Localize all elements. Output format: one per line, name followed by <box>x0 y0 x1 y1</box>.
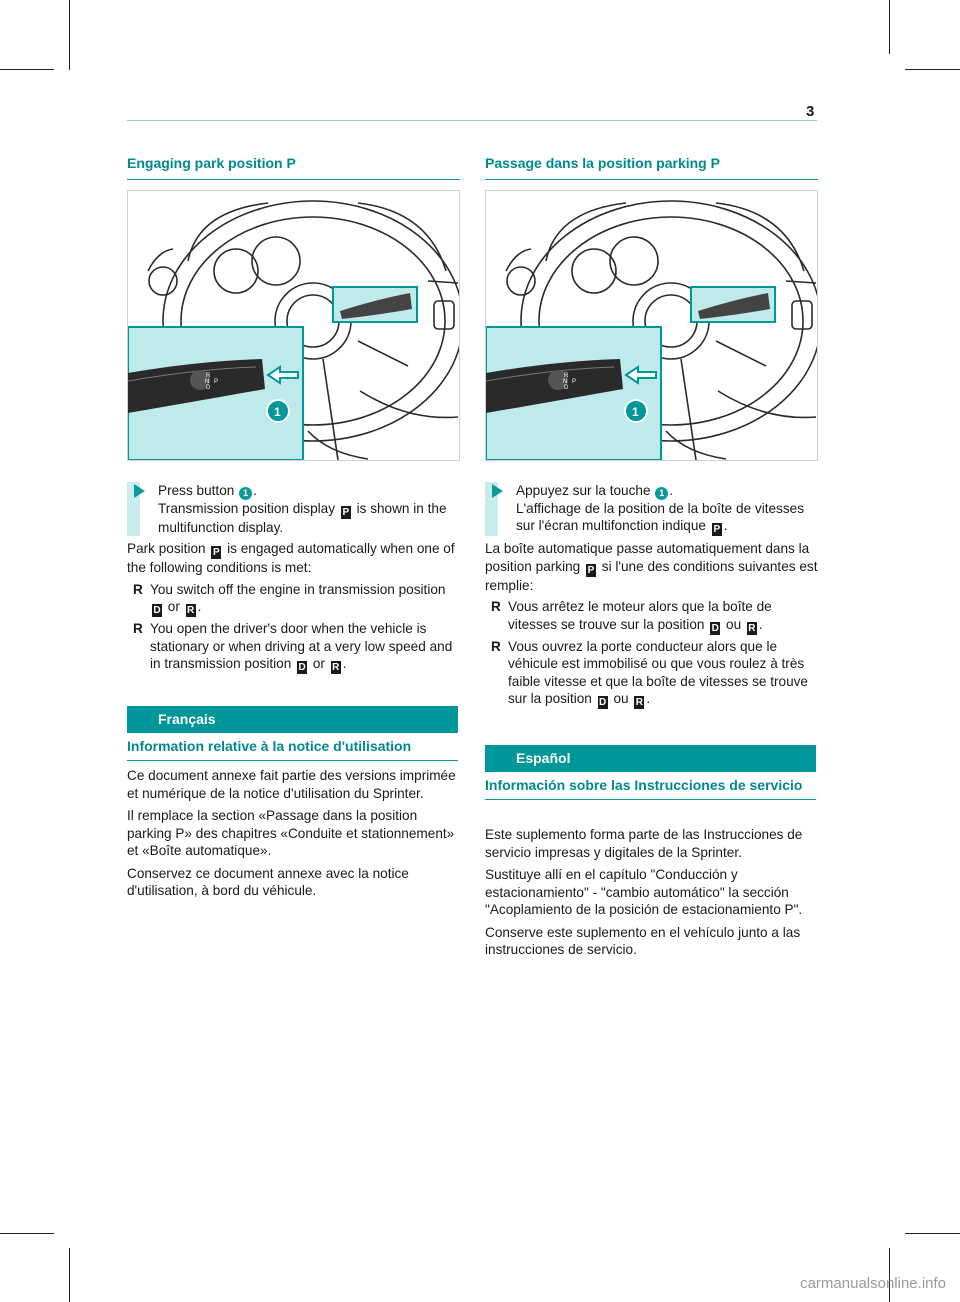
step-text: L'affichage de la position de la boîte de vitesses sur l'écran multifonction indique <box>516 500 805 533</box>
item-text: or <box>312 656 325 671</box>
espanol-body <box>485 826 816 964</box>
key-p-icon: P <box>713 524 721 535</box>
section-heading: Information relative à la notice d'utilisation <box>127 737 458 761</box>
item-text: You open the driver's door when the vehicle is stationary or when driving at a very low speed and in transmission position <box>150 621 453 671</box>
para-text: Park position <box>127 541 206 556</box>
paragraph: Conserve este suplemento en el vehículo junto a las instrucciones de servicio. <box>485 924 801 957</box>
callout-1: 1 <box>632 404 639 419</box>
paragraph: Conservez ce document annexe avec la notice d'utilisation, à bord du véhicule. <box>127 865 409 898</box>
crop-mark <box>905 1233 960 1234</box>
paragraph: Il remplace la section «Passage dans la position parking P» des chapitres «Conduite et stationnement» et «Boîte automatique». <box>127 808 455 858</box>
list-item: R You open the driver's door when the vehicle is stationary or when driving at a very low speed and in transmission position D or R . <box>133 621 453 673</box>
lever-label-d: D <box>564 384 569 391</box>
steering-wheel-illustration <box>128 191 459 460</box>
list-item: R Vous arrêtez le moteur alors que la boîte de vitesses se trouve sur la position D ou R . <box>491 599 772 634</box>
crop-mark <box>889 0 890 54</box>
step-text: Appuyez sur la touche <box>516 482 651 498</box>
instruction-step: Appuyez sur la touche 1 . L'affichage de la position de la boîte de vitesses sur l'écran multifonction indique P . <box>485 482 818 537</box>
item-text: Vous ouvrez la porte conducteur alors que le véhicule est immobilisé ou que vous roulez à très faible vitesse et que la boîte de vitesses se trouve sur la position <box>508 638 808 706</box>
key-p-icon: P <box>587 564 595 576</box>
lever-label-n: N <box>563 378 568 385</box>
step-arrow-icon <box>134 484 145 498</box>
instruction-step: Press button 1 . Transmission position display P is shown in the multifunction display. <box>127 482 460 537</box>
francais-body <box>127 767 458 905</box>
steering-wheel-illustration <box>486 191 817 460</box>
para-text: si l'une des conditions suivantes est remplie: <box>485 558 818 593</box>
watermark: carmanualsonline.info <box>800 1275 946 1292</box>
crop-mark <box>905 69 960 70</box>
item-text: You switch off the engine in transmission position <box>150 581 446 597</box>
button-callout: 1 <box>655 487 668 500</box>
section-heading: Información sobre las Instrucciones de servicio <box>485 776 816 800</box>
section-heading: Engaging park position P <box>127 155 460 180</box>
language-bar-francais: Français <box>127 706 458 733</box>
item-text: Vous arrêtez le moteur alors que la boîte de vitesses se trouve sur la position <box>508 599 772 632</box>
key-p-icon: P <box>342 506 350 518</box>
language-bar-espanol: Español <box>485 745 816 772</box>
key-p-icon: P <box>213 547 220 558</box>
item-text: ou <box>726 616 742 632</box>
lever-label-n: N <box>205 378 210 385</box>
lever-label-p: P <box>572 378 577 385</box>
lever-label-p: P <box>214 378 219 385</box>
page-number: 3 <box>806 103 815 120</box>
section-heading: Passage dans la position parking P <box>485 155 818 180</box>
list-item: R You switch off the engine in transmission position D or R . <box>133 581 446 616</box>
key-r-icon: R <box>748 622 756 634</box>
key-r-icon: R <box>635 697 643 708</box>
item-text: ou <box>613 691 629 706</box>
key-d-icon: D <box>153 605 161 616</box>
left-column <box>127 155 460 677</box>
condition-list <box>127 581 460 675</box>
lever-label-r: R <box>206 372 211 379</box>
steering-lever-figure <box>485 190 818 461</box>
right-column <box>485 155 818 712</box>
steering-lever-figure <box>127 190 460 461</box>
paragraph: Sustituye allí en el capítulo "Conducción y estacionamiento" - "cambio automático" la sección "Acoplamiento de la posición de estacionamiento P". <box>485 867 803 917</box>
key-d-icon: D <box>711 622 719 634</box>
paragraph: Ce document annexe fait partie des versions imprimée et numérique de la notice d'utilisation du Sprinter. <box>127 768 456 801</box>
list-item: R Vous ouvrez la porte conducteur alors que le véhicule est immobilisé ou que vous roulez à très faible vitesse et que la boîte de vitesses se trouve sur la position D ou R . <box>491 638 808 708</box>
paragraph <box>485 540 818 594</box>
crop-mark <box>0 1233 54 1234</box>
paragraph: Este suplemento forma parte de las Instrucciones de servicio impresas y digitales de la Sprinter. <box>485 827 803 860</box>
condition-list <box>485 598 818 709</box>
top-rule <box>127 120 817 121</box>
lever-label-d: D <box>206 384 211 391</box>
step-text: is shown in the multifunction display. <box>158 500 447 535</box>
crop-mark <box>0 69 54 70</box>
callout-1: 1 <box>274 404 281 419</box>
para-text: is engaged automatically when one of the following conditions is met: <box>127 541 455 575</box>
para-text: La boîte automatique passe automatiquement dans la position parking <box>485 541 810 574</box>
crop-mark <box>69 0 70 70</box>
button-callout: 1 <box>239 487 252 500</box>
lever-label-r: R <box>564 372 569 379</box>
crop-mark <box>69 1248 70 1302</box>
item-text: or <box>167 599 180 614</box>
key-r-icon: R <box>187 605 195 616</box>
step-text: Transmission position display <box>158 500 336 516</box>
key-d-icon: D <box>599 697 607 708</box>
key-d-icon: D <box>298 662 306 673</box>
paragraph <box>127 540 460 577</box>
step-text: Press button <box>158 482 235 498</box>
step-arrow-icon <box>492 484 503 498</box>
key-r-icon: R <box>332 662 340 673</box>
